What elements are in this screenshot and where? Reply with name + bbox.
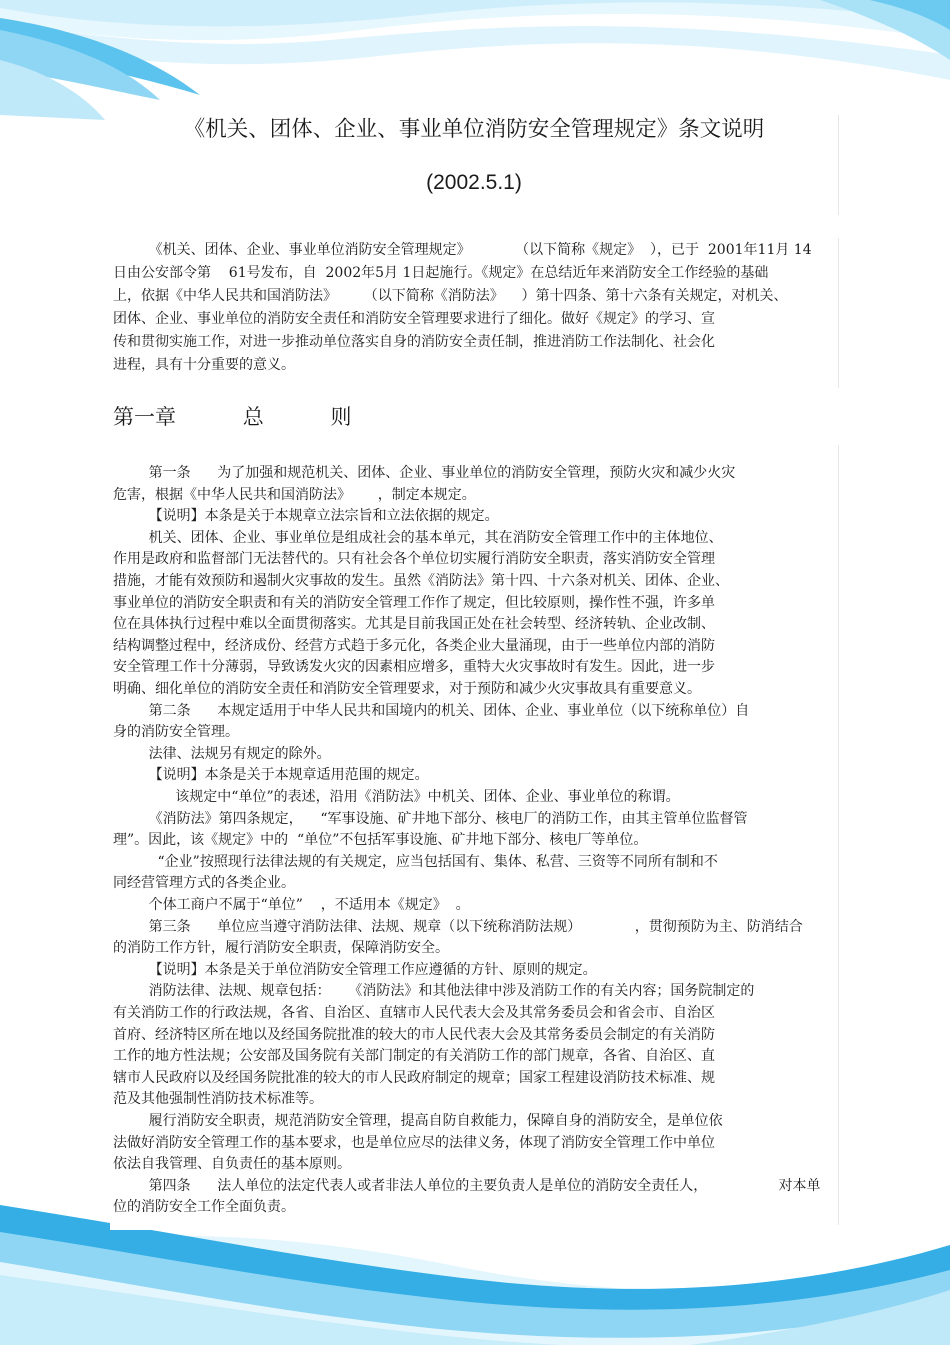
text-line: 【说明】本条是关于本规章适用范围的规定。 [113,767,429,784]
text-line: 消防法律、法规、规章包括： 《消防法》和其他法律中涉及消防工作的有关内容；国务院制定的 [113,983,755,1000]
text-line: 法律、法规另有规定的除外。 [113,745,331,762]
text-line: 的消防工作方针，履行消防安全职责，保障消防安全。 [113,940,449,957]
text-line: 事业单位的消防安全职责和有关的消防安全管理工作作了规定，但比较原则，操作性不强，许多单 [113,594,715,611]
text-line: 第四条 法人单位的法定代表人或者非法人单位的主要负责人是单位的消防安全责任人， 对本单 [113,1177,821,1194]
text-line: 【说明】本条是关于本规章立法宗旨和立法依据的规定。 [113,508,499,525]
text-line: 明确、细化单位的消防安全责任和消防安全管理要求，对于预防和减少火灾事故具有重要意义。 [113,681,701,697]
text-line: 身的消防安全管理。 [113,724,239,741]
text-line: 理”。因此，该《规定》中的 “单位”不包括军事设施、矿井地下部分、核电厂等单位。 [113,832,648,849]
text-line: “企业”按照现行法律法规的有关规定，应当包括国有、集体、私营、三资等不同所有制和不 [113,853,718,870]
text-line: 作用是政府和监督部门无法替代的。只有社会各个单位切实履行消防安全职责，落实消防安全管理 [113,551,715,568]
text-line: 结构调整过程中，经济成份、经营方式趋于多元化，各类企业大量涌现，由于一些单位内部的消防 [113,637,715,654]
text-line: 安全管理工作十分薄弱，导致诱发火灾的因素相应增多，重特大火灾事故时有发生。因此，进一步 [113,659,715,676]
text-line: 辖市人民政府以及经国务院批准的较大的市人民政府制定的规章；国家工程建设消防技术标准、规 [113,1069,715,1086]
text-line: 进程，具有十分重要的意义。 [113,357,295,373]
document-date: (2002.5.1) [426,171,522,194]
text-line: 首府、经济特区所在地以及经国务院批准的较大的市人民代表大会及其常务委员会制定的有关消防 [113,1026,715,1043]
text-line: 第二条 本规定适用于中华人民共和国境内的机关、团体、企业、事业单位（以下统称单位）自 [113,702,750,719]
text-line: 第一条 为了加强和规范机关、团体、企业、事业单位的消防安全管理，预防火灾和减少火灾 [113,465,736,481]
margin-rule [838,238,839,388]
text-line: 《消防法》第四条规定， “军事设施、矿井地下部分、核电厂的消防工作，由其主管单位监督管 [113,810,748,827]
text-line: 第三条 单位应当遵守消防法律、法规、规章（以下统称消防法规） ，贯彻预防为主、防消结合 [113,918,803,935]
text-line: 位的消防安全工作全面负责。 [113,1199,295,1216]
text-line: 有关消防工作的行政法规，各省、自治区、直辖市人民代表大会及其常务委员会和省会市、自治区 [113,1005,715,1021]
text-line: 依法自我管理、自负责任的基本原则。 [113,1156,351,1173]
text-line: 【说明】本条是关于单位消防安全管理工作应遵循的方针、原则的规定。 [113,961,597,978]
text-line: 机关、团体、企业、事业单位是组成社会的基本单元，其在消防安全管理工作中的主体地位、 [113,529,723,546]
text-line: 位在具体执行过程中难以全面贯彻落实。尤其是目前我国正处在社会转型、经济转轨、企业改制、 [113,616,715,633]
text-line: 该规定中“单位”的表述，沿用《消防法》中机关、团体、企业、事业单位的称谓。 [113,789,680,805]
text-line: 同经营管理方式的各类企业。 [113,875,295,892]
text-line: 措施，才能有效预防和遏制火灾事故的发生。虽然《消防法》第十四、十六条对机关、团体、企业、 [113,573,729,589]
text-line: 法做好消防安全管理工作的基本要求，也是单位应尽的法律义务，体现了消防安全管理工作中单位 [113,1134,715,1151]
margin-rule [838,445,839,1225]
text-line: 传和贯彻实施工作，对进一步推动单位落实自身的消防安全责任制，推进消防工作法制化、社会化 [113,334,715,350]
document-title: 《机关、团体、企业、事业单位消防安全管理规定》条文说明 [183,117,765,142]
text-line: 范及其他强制性消防技术标准等。 [113,1091,323,1108]
text-line: 履行消防安全职责，规范消防安全管理，提高自防自救能力，保障自身的消防安全，是单位依 [113,1113,723,1129]
chapter-heading: 第一章 总 则 [113,405,352,429]
margin-rule [838,115,839,215]
text-line: 上，依据《中华人民共和国消防法》 （以下简称《消防法》 ）第十四条、第十六条有关规定，对机关、 [113,288,788,304]
text-line: 危害，根据《中华人民共和国消防法》 ，制定本规定。 [113,486,476,503]
text-line: 日由公安部令第 61号发布，自 2002年5月 1日起施行。《规定》在总结近年来消防安全工作经验的基础 [113,265,769,281]
text-line: 团体、企业、事业单位的消防安全责任和消防安全管理要求进行了细化。做好《规定》的学习、宣 [113,311,715,327]
text-line: 个体工商户不属于“单位” ，不适用本《规定》 。 [113,897,470,913]
text-line: 工作的地方性法规；公安部及国务院有关部门制定的有关消防工作的部门规章，各省、自治区、直 [113,1048,715,1065]
text-line: 《机关、团体、企业、事业单位消防安全管理规定》 （以下简称《规定》 ），已于 2001年11月 14 [113,242,812,258]
